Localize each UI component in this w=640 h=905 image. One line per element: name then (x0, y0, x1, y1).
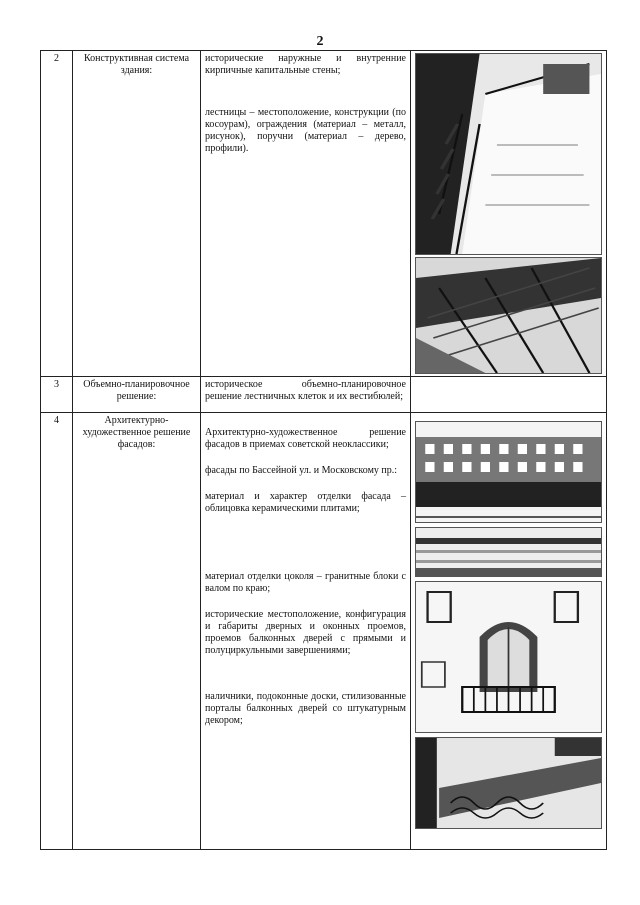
row-title: Архитектурно-художественное решение фасадов: (73, 413, 201, 850)
description-item: историческое объемно-планировочное решение лестничных клеток и их вестибюлей; (205, 379, 406, 402)
description-item: материал отделки цоколя – гранитные блоки с валом по краю; (205, 571, 406, 594)
row-description (201, 413, 411, 850)
stair-railing-photo (415, 257, 602, 374)
table-row (41, 377, 607, 413)
description-item: исторические местоположение, конфигурация и габариты дверных и оконных проемов, проемов балконных дверей с прямыми и полуциркульными завершениями; (205, 609, 406, 656)
description-item: Архитектурно-художественное решение фасадов в приемах советской неоклассики; (205, 427, 406, 450)
balcony-decor-photo (415, 737, 602, 829)
row-title: Конструктивная система здания: (73, 51, 201, 377)
facade-photo (415, 421, 602, 523)
photo-cell (411, 377, 607, 413)
staircase-photo (415, 53, 602, 255)
description-item: фасады по Бассейной ул. и Московскому пр.: (205, 465, 398, 476)
row-description (201, 51, 411, 377)
row-number: 4 (41, 413, 73, 850)
row-description (201, 377, 411, 413)
description-item: лестницы – местоположение, конструкции (по косоурам), ограждения (материал – металл, рисунок), поручни (материал – дерево, профили). (205, 107, 406, 154)
row-number: 3 (41, 377, 73, 413)
plinth-photo (415, 527, 602, 577)
description-item: наличники, подоконные доски, стилизованные порталы балконных дверей со штукатурным декором; (205, 691, 406, 726)
row-title: Объемно-планировочное решение: (73, 377, 201, 413)
description-item: материал и характер отделки фасада – облицовка керамическими плитами; (205, 491, 406, 514)
page-number: 2 (316, 34, 324, 49)
table-row (41, 413, 607, 850)
row-number: 2 (41, 51, 73, 377)
photo-cell (411, 51, 607, 377)
photo-cell (411, 413, 607, 850)
description-item: исторические наружные и внутренние кирпичные капитальные стены; (205, 53, 406, 76)
protection-subject-table (40, 50, 607, 850)
balcony-portal-photo (415, 581, 602, 733)
table-row (41, 51, 607, 377)
